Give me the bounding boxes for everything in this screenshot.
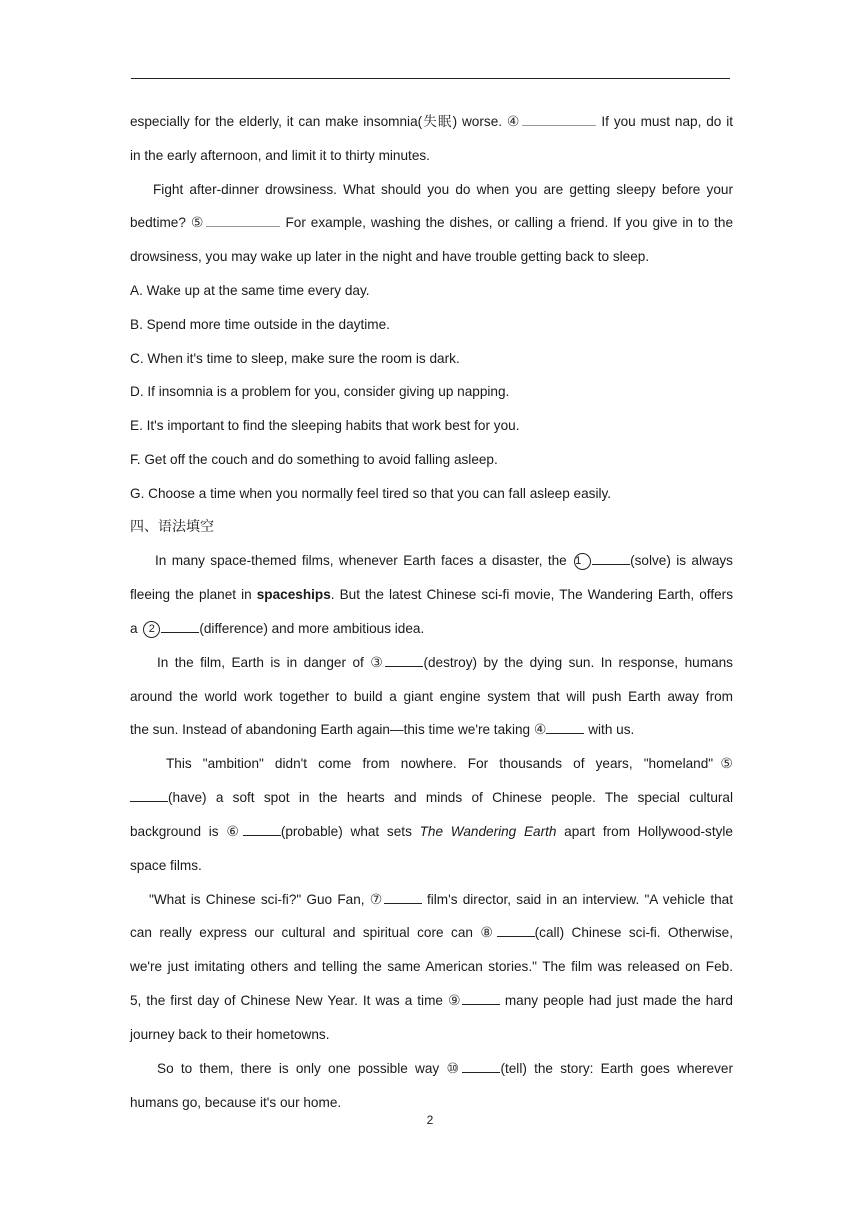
answer-blank-8[interactable] [497, 924, 535, 937]
text-span: So to them, there is only one possible way [157, 1061, 447, 1076]
blank-number: ⑦ [369, 892, 384, 908]
option-e: E. It's important to find the sleeping habits that work best for you. [130, 418, 520, 433]
text-line [130, 789, 733, 807]
text-line: around the world work together to build a giant engine system that will push Earth away from [130, 689, 733, 704]
text-span: (difference) and more ambitious idea. [199, 621, 425, 636]
text-line [130, 992, 733, 1010]
text-span: the sun. Instead of abandoning Earth again—this time we're taking [130, 722, 534, 737]
text-span: In the film, Earth is in danger of [157, 655, 371, 670]
text-line: space films. [130, 858, 202, 873]
text-span: many people had just made the hard [499, 993, 733, 1008]
text-line [130, 823, 733, 841]
text-line [157, 654, 733, 672]
option-b: B. Spend more time outside in the daytime. [130, 317, 390, 332]
text-span: background is [130, 824, 227, 839]
text-line: humans go, because it's our home. [130, 1095, 342, 1110]
text-line [130, 620, 733, 638]
text-line: in the early afternoon, and limit it to thirty minutes. [130, 148, 430, 163]
answer-blank-9[interactable] [462, 992, 500, 1005]
section-title: 四、语法填空 [130, 519, 214, 535]
text-span: In many space-themed films, whenever Earth faces a disaster, the [155, 553, 573, 568]
text-span: fleeing the planet in [130, 587, 257, 602]
answer-blank-7[interactable] [384, 891, 422, 904]
text-span: (tell) the story: Earth goes wherever [500, 1061, 733, 1076]
circled-number-2: 2 [143, 621, 160, 638]
text-span: (solve) is always [630, 553, 733, 568]
text-line: Fight after-dinner drowsiness. What should you do when you are getting sleepy before your [153, 182, 733, 197]
answer-blank-4[interactable] [546, 721, 584, 734]
answer-blank-4[interactable] [522, 113, 596, 126]
text-line [155, 552, 733, 570]
text-span: (have) a soft spot in the hearts and minds of Chinese people. The special cultural [168, 790, 733, 805]
text-line [130, 214, 733, 232]
text-span: bedtime? [130, 215, 191, 230]
blank-number: ④ [533, 722, 547, 738]
option-c: C. When it's time to sleep, make sure the room is dark. [130, 351, 460, 366]
text-span: a [130, 621, 142, 636]
answer-blank-1[interactable] [592, 552, 630, 565]
blank-number: ⑤ [713, 756, 733, 772]
text-span: This "ambition" didn't come from nowhere. For thousands of years, "homeland" [166, 756, 714, 771]
option-g: G. Choose a time when you normally feel tired so that you can fall asleep easily. [130, 486, 612, 501]
answer-blank-5[interactable] [206, 214, 280, 227]
text-line: journey back to their hometowns. [130, 1027, 330, 1042]
option-d: D. If insomnia is a problem for you, consider giving up napping. [130, 384, 510, 399]
chinese-text: 失眠 [422, 114, 453, 130]
blank-number: ⑨ [447, 993, 462, 1009]
text-span: (probable) what sets [280, 824, 420, 839]
blank-number: ⑤ [190, 215, 205, 231]
blank-number: ③ [370, 655, 386, 671]
text-span: ) worse. [452, 114, 507, 129]
text-span: (destroy) by the dying sun. In response, humans [423, 655, 733, 670]
answer-blank-6[interactable] [243, 823, 281, 836]
text-span: "What is Chinese sci-fi?" Guo Fan, [149, 892, 370, 907]
bold-word: spaceships [256, 587, 331, 602]
page-number: 2 [426, 1113, 434, 1127]
text-line [130, 586, 733, 604]
answer-blank-5[interactable] [130, 789, 168, 802]
text-line [130, 924, 733, 942]
blank-number: ⑩ [446, 1061, 463, 1077]
text-line [157, 1060, 733, 1078]
text-line [149, 891, 733, 909]
text-span: If you must nap, do it [596, 114, 734, 129]
text-span: with us. [584, 722, 635, 737]
text-span: . But the latest Chinese sci-fi movie, The Wandering Earth, offers [330, 587, 733, 602]
text-span: 5, the first day of Chinese New Year. It was a time [130, 993, 448, 1008]
text-line [130, 113, 733, 131]
text-span: (call) Chinese sci-fi. Otherwise, [534, 925, 733, 940]
answer-blank-2[interactable] [161, 620, 199, 633]
option-f: F. Get off the couch and do something to avoid falling asleep. [130, 452, 498, 467]
option-a: A. Wake up at the same time every day. [130, 283, 370, 298]
italic-title: The Wandering Earth [419, 824, 557, 839]
text-span: apart from Hollywood-style [556, 824, 733, 839]
header-rule [131, 78, 730, 79]
circled-number-1: 1 [574, 553, 591, 570]
answer-blank-3[interactable] [385, 654, 423, 667]
text-line: we're just imitating others and telling the same American stories." The film was released on Feb. [130, 959, 733, 974]
answer-blank-10[interactable] [462, 1060, 500, 1073]
text-span: can really express our cultural and spiritual core can [130, 925, 481, 940]
text-span: film's director, said in an interview. "A vehicle that [421, 892, 733, 907]
text-span: especially for the elderly, it can make insomnia( [130, 114, 423, 129]
blank-number: ⑧ [480, 925, 497, 941]
text-line [166, 755, 733, 773]
blank-number: ④ [506, 114, 521, 130]
text-line [130, 721, 733, 739]
blank-number: ⑥ [226, 824, 243, 840]
text-span: For example, washing the dishes, or calling a friend. If you give in to the [280, 215, 734, 230]
text-line: drowsiness, you may wake up later in the night and have trouble getting back to sleep. [130, 249, 650, 264]
